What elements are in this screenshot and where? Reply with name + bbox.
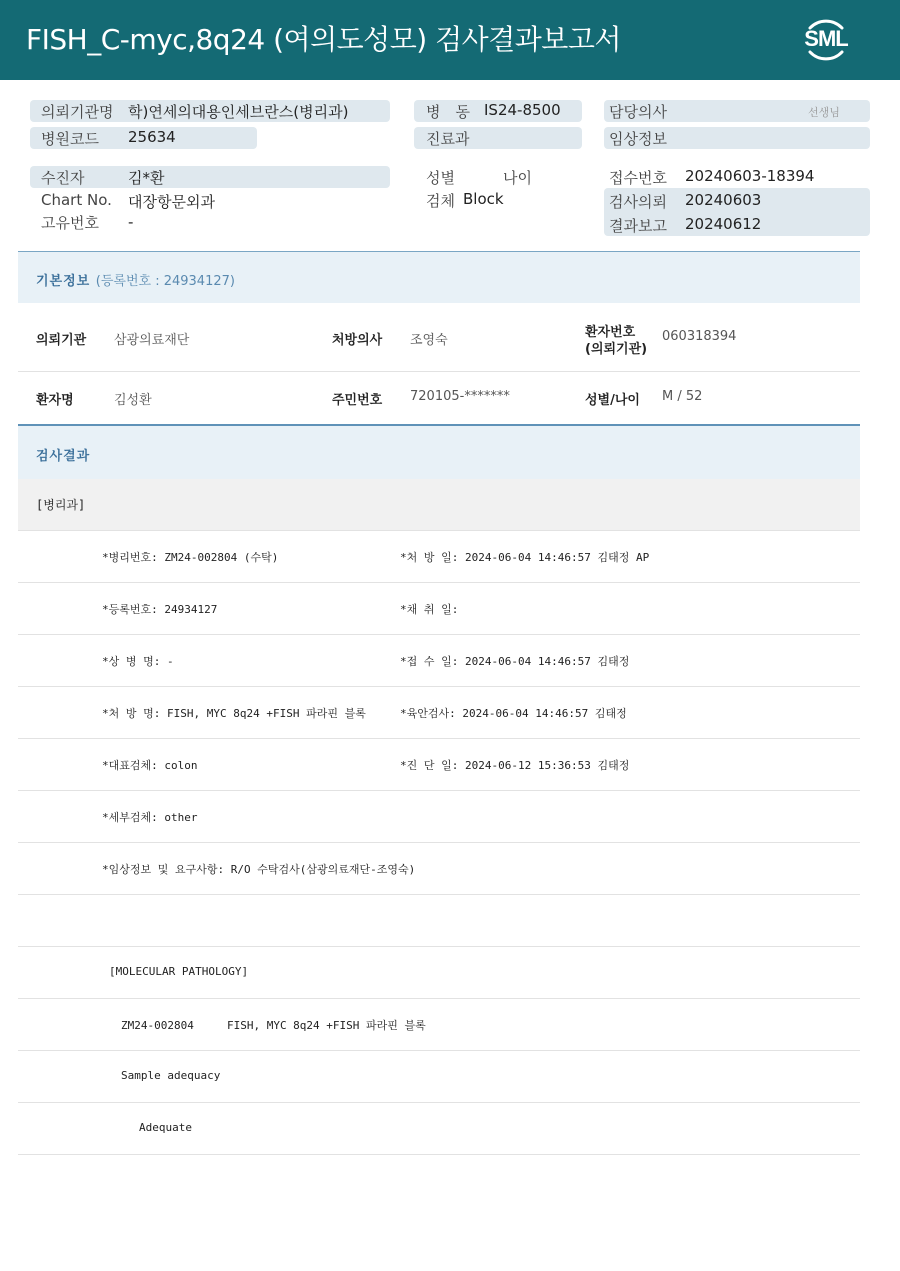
result-left: *대표검체: colon xyxy=(102,759,198,772)
result-row xyxy=(18,843,860,895)
result-row xyxy=(18,583,860,635)
result-row xyxy=(18,687,860,739)
result-right: *처 방 일: 2024-06-04 14:46:57 김태정 AP xyxy=(400,551,650,564)
sample-adequacy-value: Adequate xyxy=(139,1121,192,1134)
sex-age-label: 성별/나이 xyxy=(585,393,640,408)
result-row xyxy=(18,791,860,843)
patient-no-value: 060318394 xyxy=(662,329,737,344)
basic-info-row xyxy=(18,303,860,372)
result-right: *육안검사: 2024-06-04 14:46:57 김태정 xyxy=(400,707,627,720)
patient-label: 수진자 xyxy=(41,169,85,187)
molecular-line: ZM24-002804 FISH, MYC 8q24 +FISH 파라핀 블록 xyxy=(121,1019,426,1032)
specimen-label: 검체 xyxy=(426,192,455,210)
department-row xyxy=(18,479,860,531)
rrn-value: 720105-******* xyxy=(410,389,510,404)
request-date-value: 20240603 xyxy=(685,191,762,209)
request-date-label: 검사의뢰 xyxy=(609,193,667,211)
requester-label: 의뢰기관명 xyxy=(41,103,114,121)
result-row xyxy=(18,635,860,687)
result-left: *세부검체: other xyxy=(102,811,198,824)
registration-number: (등록번호 : 24934127) xyxy=(95,274,235,289)
dept-label: 진료과 xyxy=(426,130,470,148)
requester-value: 학)연세의대용인세브란스(병리과) xyxy=(128,103,349,121)
results-title: 검사결과 xyxy=(36,449,91,464)
result-row xyxy=(18,739,860,791)
institution-value: 삼광의료재단 xyxy=(114,333,190,348)
result-left: *처 방 명: FISH, MYC 8q24 +FISH 파라핀 블록 xyxy=(102,707,366,720)
report-title: FISH_C-myc,8q24 (여의도성모) 검사결과보고서 xyxy=(26,23,621,56)
summary-info xyxy=(0,92,900,242)
result-left: *임상정보 및 요구사항: R/O 수탁검사(삼광의료재단-조영숙) xyxy=(102,863,416,876)
result-left: *등록번호: 24934127 xyxy=(102,603,218,616)
patient-no-sublabel: (의뢰기관) xyxy=(585,342,648,357)
molecular-header-row xyxy=(18,947,860,999)
age-label: 나이 xyxy=(503,169,532,187)
logo-text: SML xyxy=(804,26,848,51)
result-right: *진 단 일: 2024-06-12 15:36:53 김태정 xyxy=(400,759,630,772)
unique-label: 고유번호 xyxy=(41,214,99,232)
hospital-code-label: 병원코드 xyxy=(41,130,99,148)
chart-label: Chart No. xyxy=(41,191,112,209)
chart-value: 대장항문외과 xyxy=(128,193,215,211)
unique-value: - xyxy=(128,213,134,231)
ward-label: 병 동 xyxy=(426,103,470,121)
result-row xyxy=(18,531,860,583)
basic-info-title: 기본정보 (등록번호 : 24934127) xyxy=(36,274,235,289)
sample-adequacy-row xyxy=(18,1051,860,1103)
molecular-header: [MOLECULAR PATHOLOGY] xyxy=(109,965,249,978)
accession-value: 20240603-18394 xyxy=(685,167,815,185)
sml-logo xyxy=(798,12,854,68)
hospital-code-value: 25634 xyxy=(128,128,176,146)
basic-info-header xyxy=(18,251,860,303)
report-date-label: 결과보고 xyxy=(609,217,667,235)
sex-label: 성별 xyxy=(426,169,455,187)
institution-label: 의뢰기관 xyxy=(36,333,87,348)
basic-info-row xyxy=(18,372,860,425)
sample-adequacy-label: Sample adequacy xyxy=(121,1069,221,1082)
department-label: [병리과] xyxy=(36,498,86,512)
prescriber-value: 조영숙 xyxy=(410,333,448,348)
specimen-value: Block xyxy=(463,190,504,208)
sample-adequacy-value-row xyxy=(18,1103,860,1155)
prescriber-label: 처방의사 xyxy=(332,333,383,348)
result-row xyxy=(18,895,860,947)
patient-no-label: 환자번호 xyxy=(585,325,636,340)
result-left: *상 병 명: - xyxy=(102,655,174,668)
result-right: *채 취 일: xyxy=(400,603,459,616)
name-label: 환자명 xyxy=(36,393,74,408)
patient-value: 김*환 xyxy=(128,169,165,187)
result-right: *접 수 일: 2024-06-04 14:46:57 김태정 xyxy=(400,655,630,668)
name-value: 김성환 xyxy=(114,393,152,408)
rrn-label: 주민번호 xyxy=(332,393,383,408)
doctor-suffix: 선생님 xyxy=(808,106,840,119)
report-date-value: 20240612 xyxy=(685,215,762,233)
report-header xyxy=(0,0,900,80)
accession-label: 접수번호 xyxy=(609,169,667,187)
doctor-label: 담당의사 xyxy=(609,103,667,121)
clinical-label: 임상정보 xyxy=(609,130,667,148)
molecular-line-row xyxy=(18,999,860,1051)
ward-value: IS24-8500 xyxy=(484,101,561,119)
sex-age-value: M / 52 xyxy=(662,389,703,404)
results-header xyxy=(18,424,860,479)
result-left: *병리번호: ZM24-002804 (수탁) xyxy=(102,551,279,564)
